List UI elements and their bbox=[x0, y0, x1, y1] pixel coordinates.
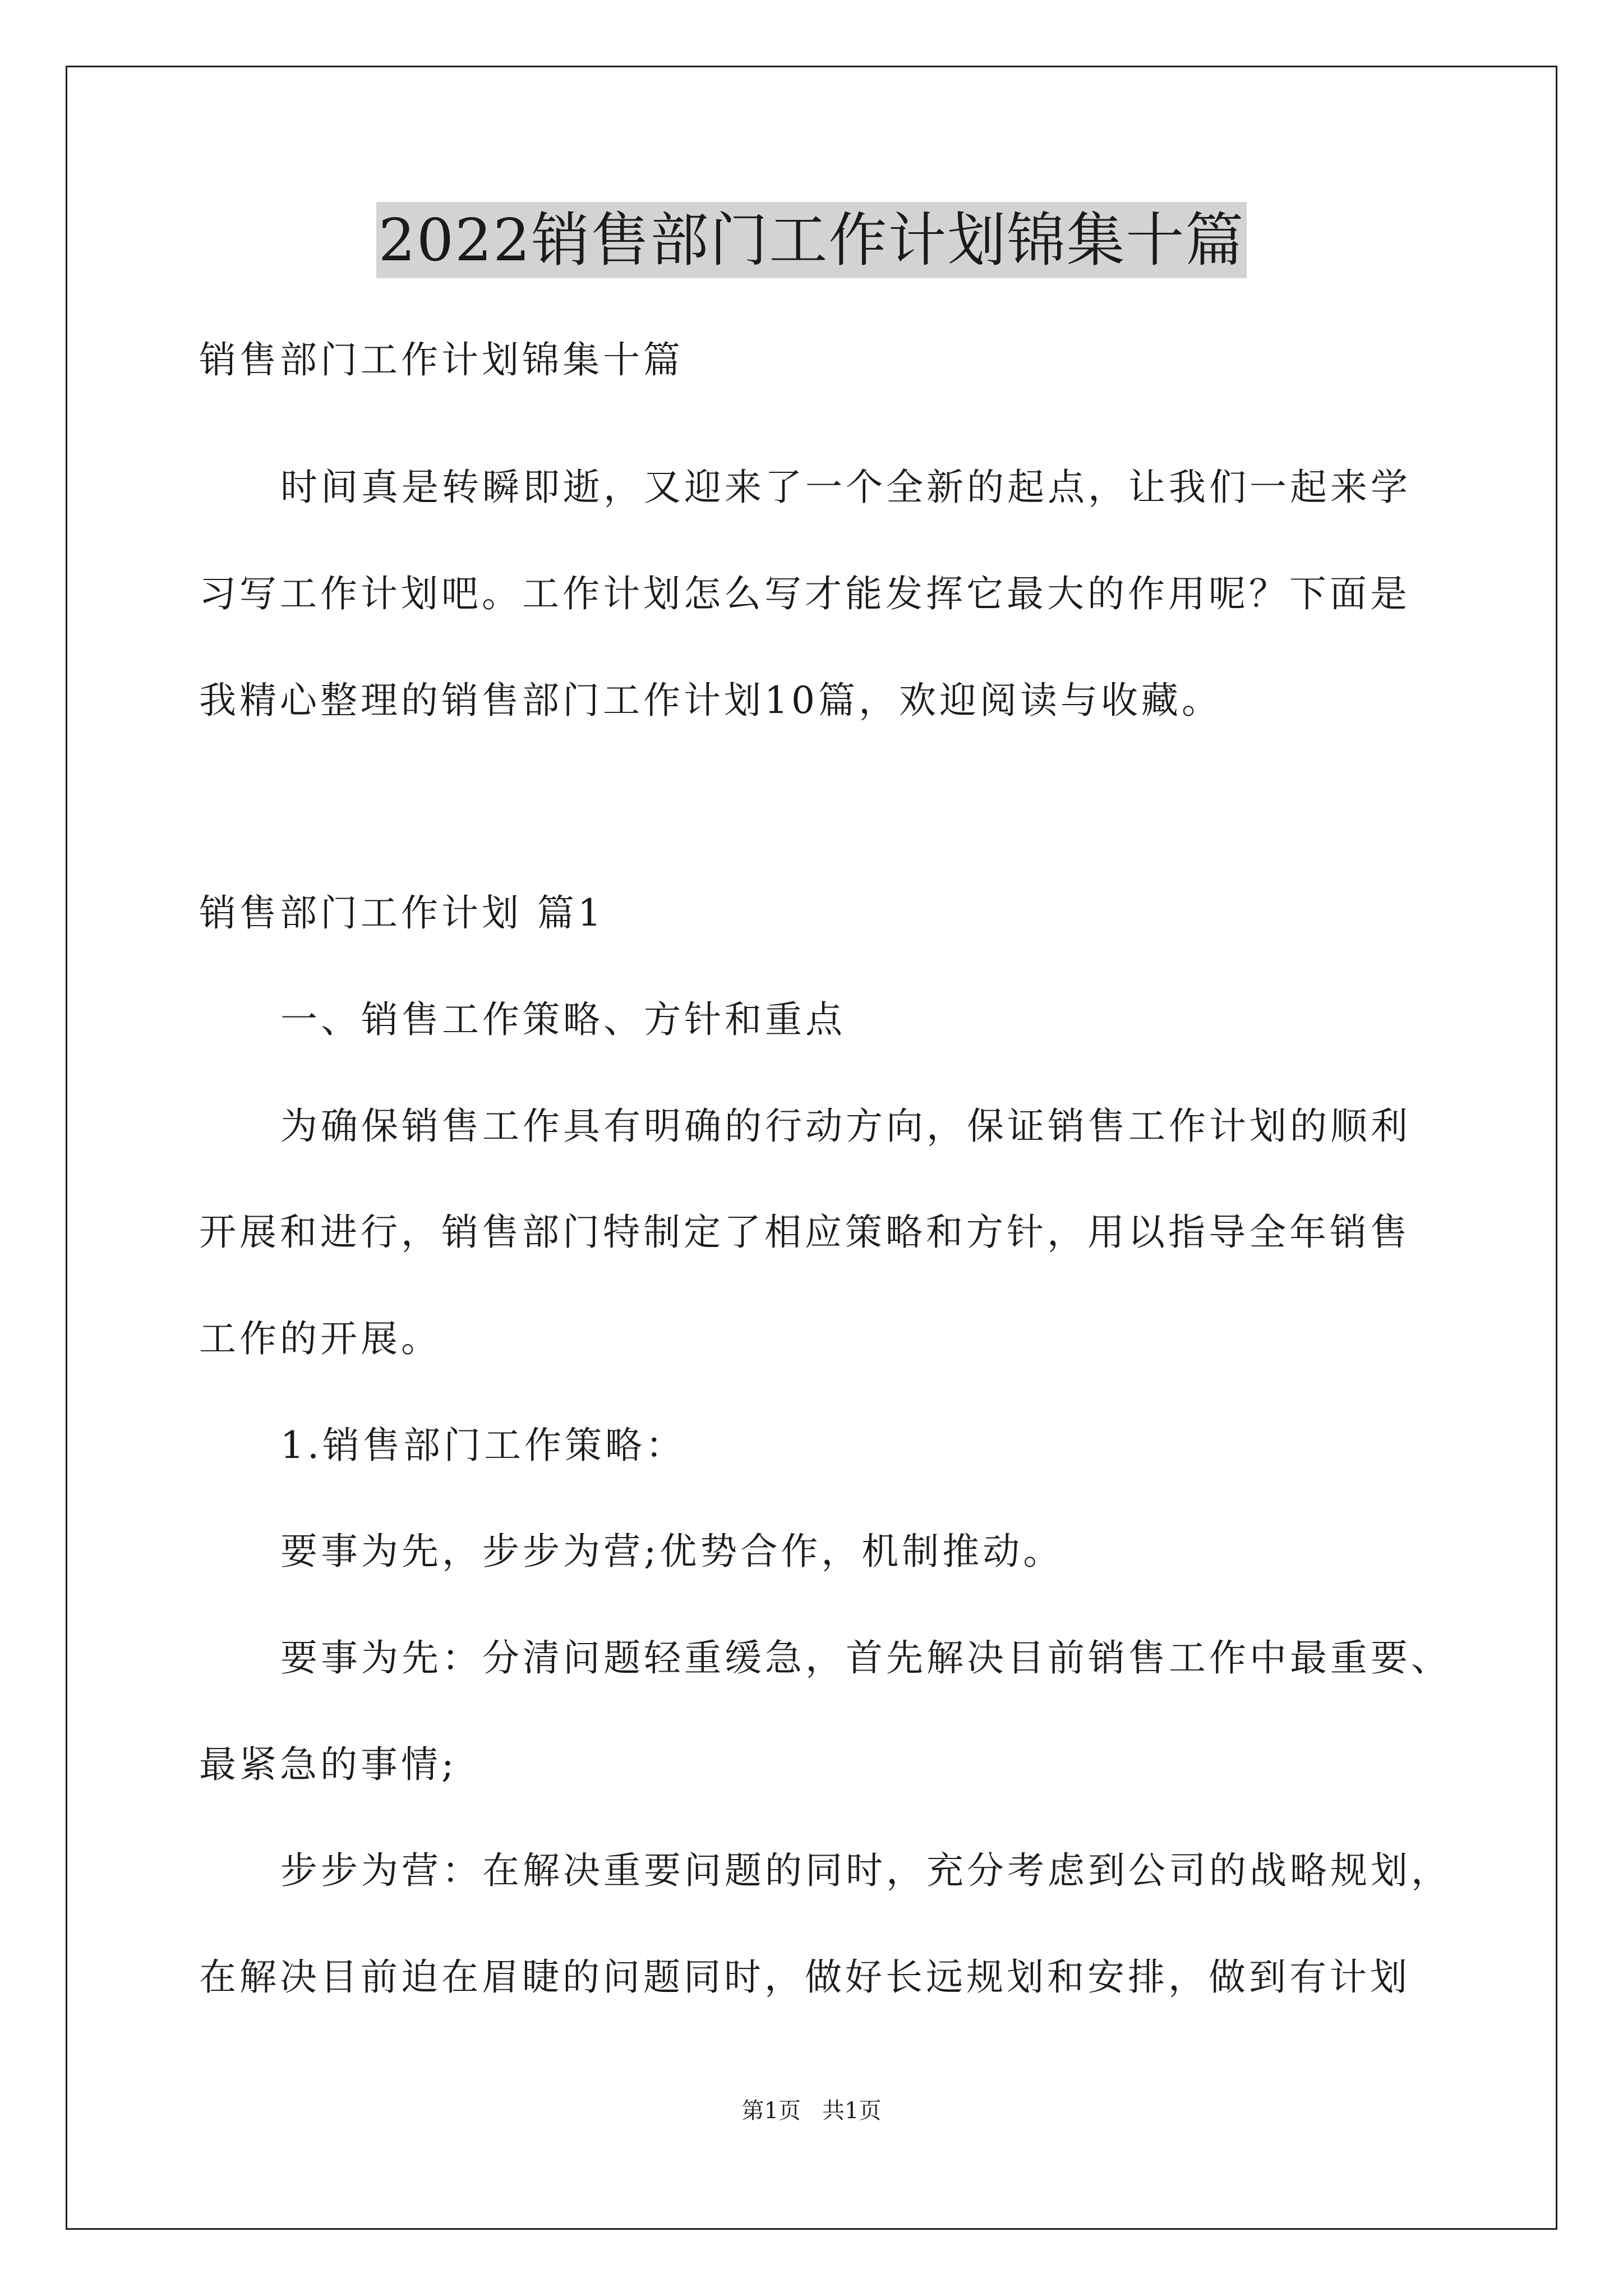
page-number-footer: 第1页 共1页 bbox=[741, 2098, 882, 2124]
paragraph-line: 我精心整理的销售部门工作计划10篇，欢迎阅读与收藏。 bbox=[199, 679, 1222, 722]
paragraph-line: 工作的开展。 bbox=[199, 1317, 441, 1360]
paragraph-line: 步步为营：在解决重要问题的同时，充分考虑到公司的战略规划， bbox=[280, 1849, 1451, 1892]
paragraph-line: 习写工作计划吧。工作计划怎么写才能发挥它最大的作用呢？下面是 bbox=[199, 572, 1410, 615]
list-heading: 1.销售部门工作策略： bbox=[280, 1424, 686, 1467]
paragraph-line: 为确保销售工作具有明确的行动方向，保证销售工作计划的顺利 bbox=[280, 1105, 1411, 1148]
document-title-text: 2022销售部门工作计划锦集十篇 bbox=[376, 202, 1247, 278]
paragraph-line: 开展和进行，销售部门特制定了相应策略和方针，用以指导全年销售 bbox=[199, 1211, 1410, 1254]
paragraph-line: 时间真是转瞬即逝，又迎来了一个全新的起点，让我们一起来学 bbox=[280, 466, 1411, 509]
subtitle-line: 销售部门工作计划锦集十篇 bbox=[199, 338, 684, 381]
paragraph-line: 要事为先：分清问题轻重缓急，首先解决目前销售工作中最重要、 bbox=[280, 1636, 1451, 1680]
section-heading: 销售部门工作计划 篇1 bbox=[199, 891, 605, 935]
document-title bbox=[0, 202, 1623, 278]
paragraph-line: 在解决目前迫在眉睫的问题同时，做好长远规划和安排，做到有计划 bbox=[199, 1955, 1410, 1999]
paragraph-line: 最紧急的事情; bbox=[199, 1743, 458, 1786]
paragraph-line: 要事为先，步步为营;优势合作，机制推动。 bbox=[280, 1530, 1064, 1573]
subheading-line: 一、销售工作策略、方针和重点 bbox=[280, 998, 846, 1041]
